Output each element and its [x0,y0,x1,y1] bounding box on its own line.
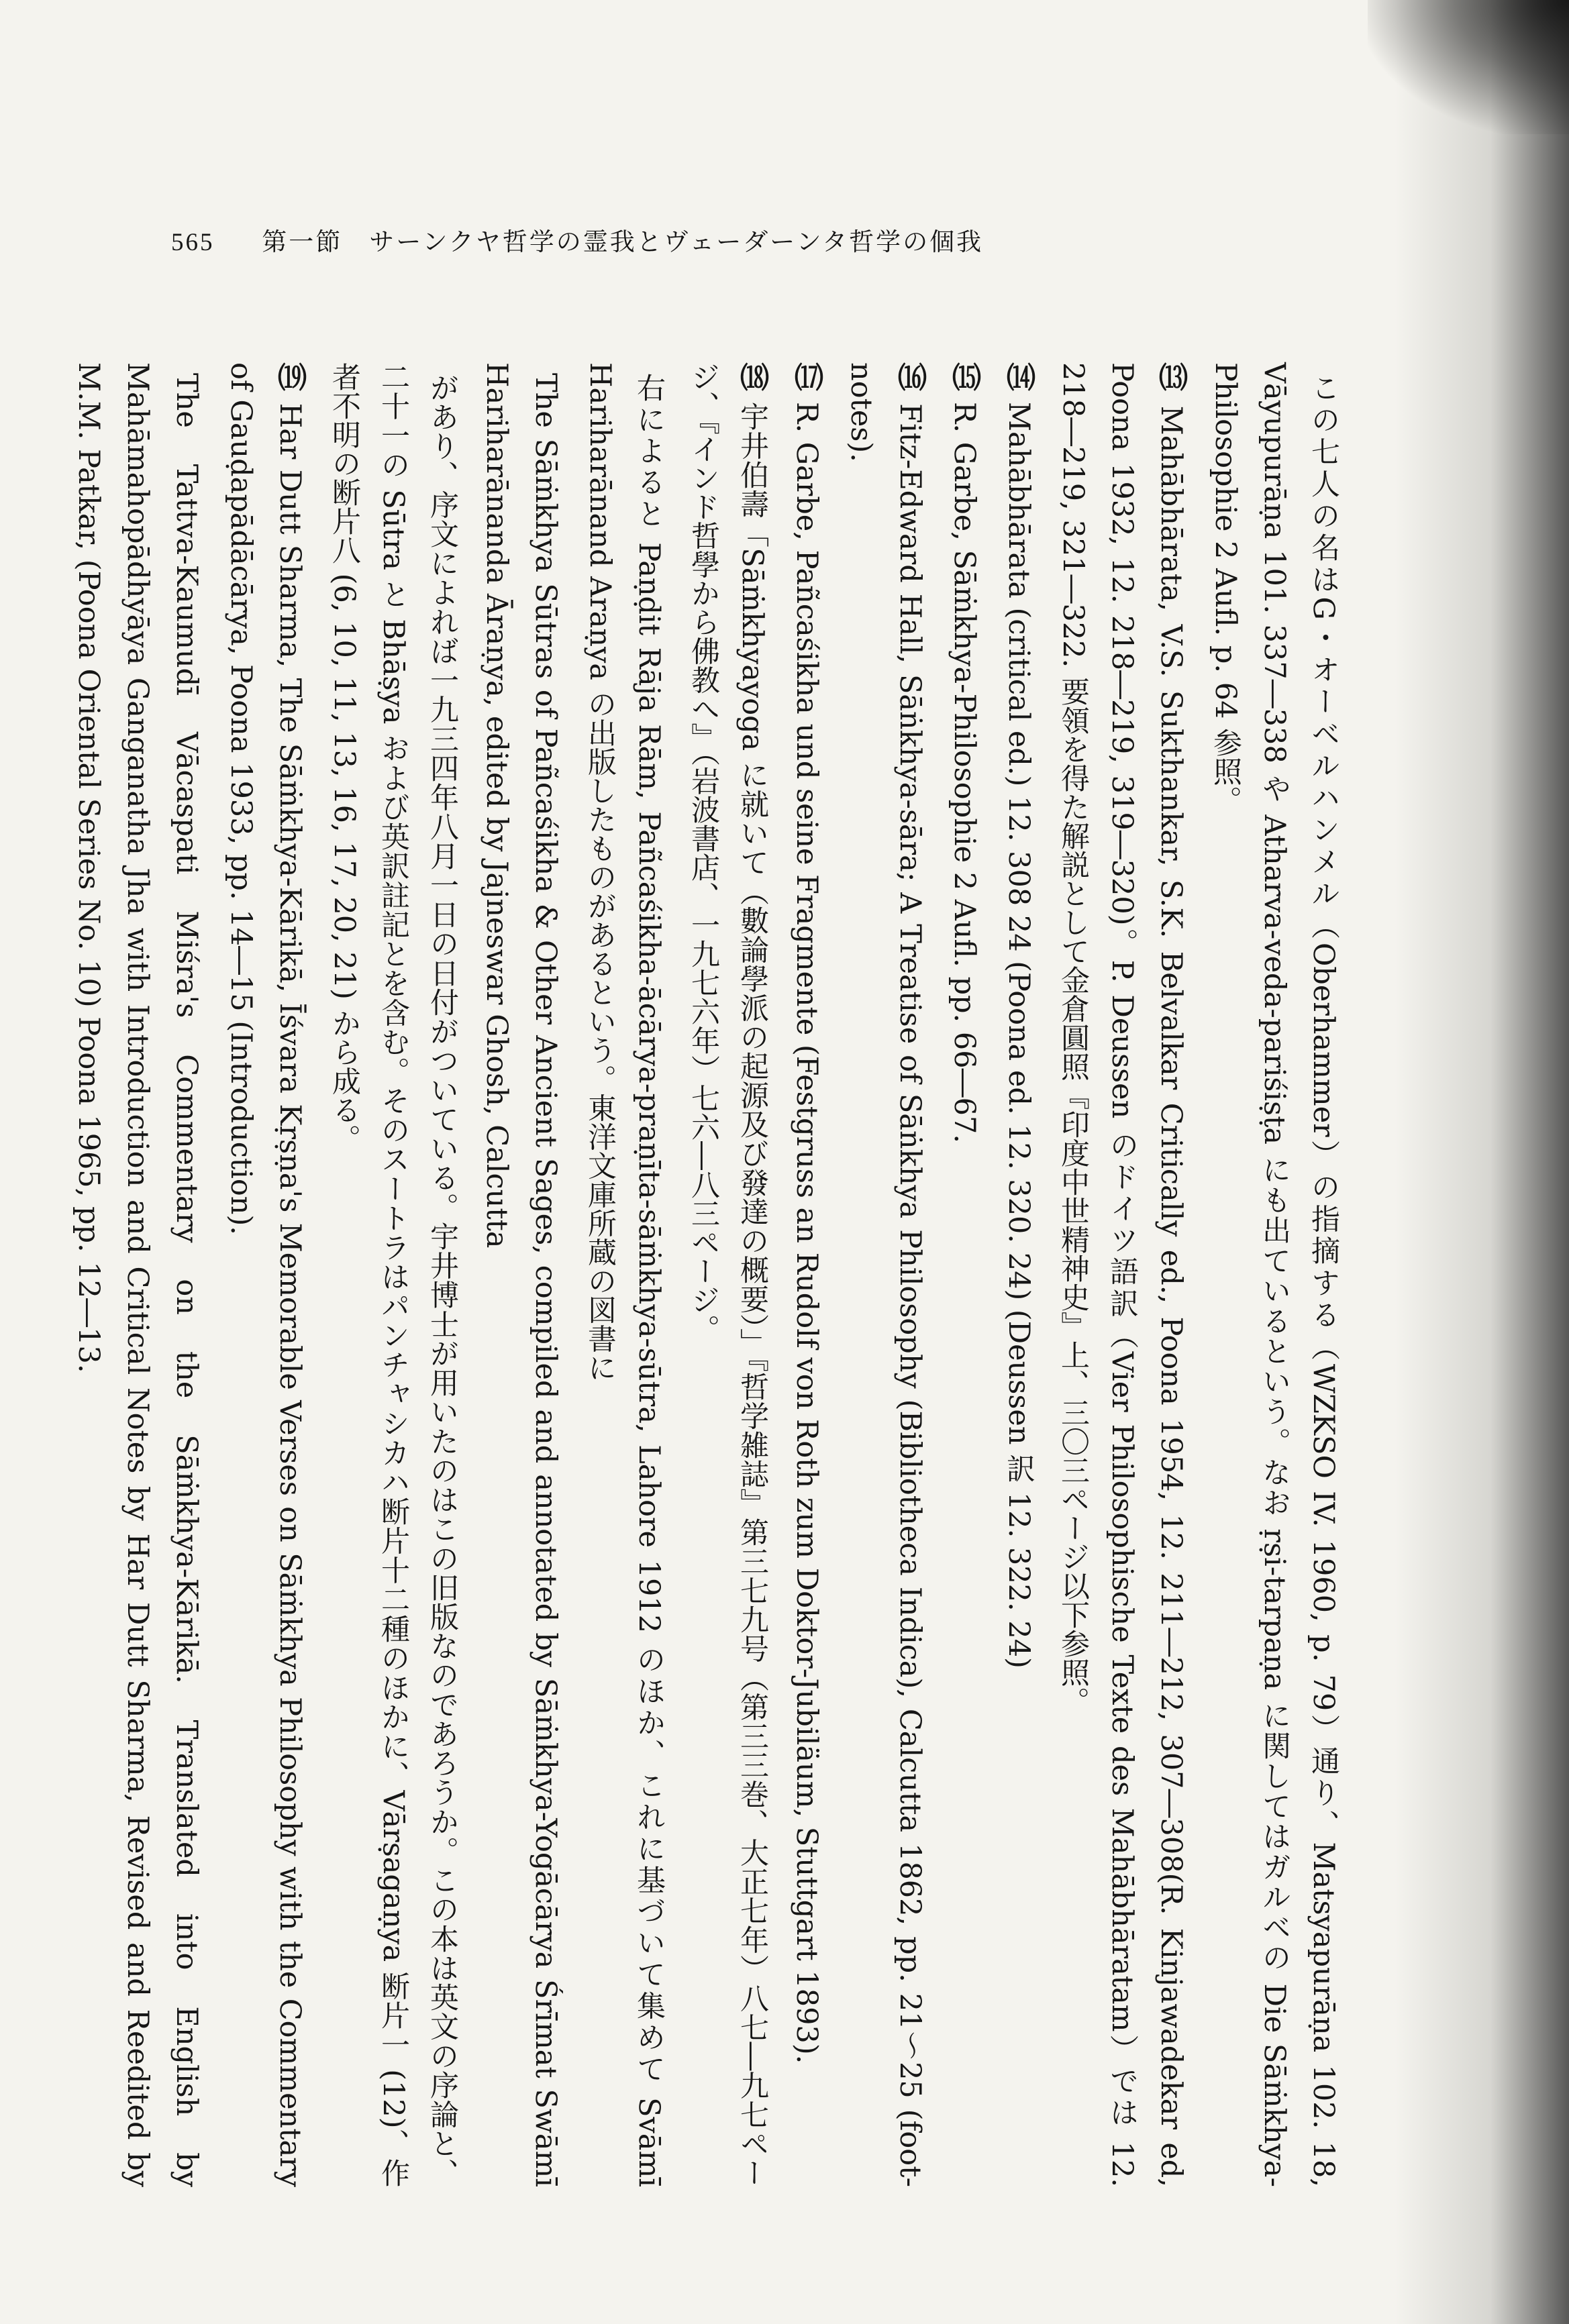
note-text: R. Garbe, Pañcaśikha und seine Fragmente (Festgruss an Rudolf von Roth zum Doktor-Jubiläum, Stuttgart 1893). [790,402,823,2064]
note-paragraph [319,362,466,2187]
note-paragraph [994,362,1043,2187]
note-paragraph [472,362,570,2187]
note-paragraph [216,362,314,2187]
note-text: Mahābhārata, V.S. Sukthankar, S.K. Belvalkar Critically ed., Poona 1954, 12. 211―212, 307―308(R. Kinjawadekar ed, Poona 1932, 12. 218―219, 319―320)。P. Deussen のドイツ語訳（Vier Philosophische Texte des Mahābhāratam）では 12. 218―219, 321―322. 要領を得た解説として金倉圓照『印度中世精神史』上、三〇三ページ以下参照。 [1056,362,1188,2187]
note-paragraph [575,362,673,2187]
note-paragraph [782,362,831,2187]
note-paragraph [1201,362,1348,2187]
note-text: この七人の名はG・オーベルハンメル（Oberhammer）の指摘する（WZKSO IV. 1960, p. 79）通り、Matsyapurāṇa 102. 18, Vāyupurāṇa 101. 337―338 や Atharva-veda-pariśiṣṭa にも出ているという。なお ṛṣi-tarpaṇa に関してはガルベの Die Sāṁkhya-Philosophie 2 Aufl. p. 64 参照。 [1209,362,1340,2187]
note-text: The Sāṁkhya Sūtras of Pañcaśikha & Other Ancient Sages, compiled and annotated by Sāṁkhya-Yogācārya Śrīmat Swāmī Hariharānanda Āraṇya, edited by Jajneswar Ghosh, Calcutta [480,362,562,2187]
note-text: があり、序文によれば一九三四年八月一日の日付がついている。宇井博士が用いたのはこの旧版なのであろうか。この本は英文の序論と、二十一の Sūtra と Bhāṣya および英訳註記とを含む。そのスートラはパンチャシカハ断片十二種のほかに、Vārṣagaṇya 断片一 (12)、作者不明の断片八 (6, 10, 11, 13, 16, 17, 20, 21) から成る。 [327,362,459,2187]
note-text: Har Dutt Sharma, The Sāṁkhya-Kārikā, Īśvara Kṛṣṇa's Memorable Verses on Sāṁkhya Philosophy with the Commentary of Gauḍapādācārya, Poona 1933, pp. 14―15 (Introduction). [224,362,307,2187]
note-number: ⒁ [1002,362,1035,391]
note-text: The Tattva-Kaumudī Vācaspati Miśra's Commentary on the Sāṁkhya-Kārikā. Translated into English by Mahāmahopādhyāya Ganganatha Jha with Introduction and Critical Notes by Har Dutt Sharma, Revised and Reedited by M.M. Patkar, (Poona Oriental Series No. 10) Poona 1965, pp. 12―13. [72,362,203,2187]
note-text: Fitz-Edward Hall, Sāṅkhya-sāra; A Treatise of Sāṅkhya Philosophy (Bibliotheca Indica), Calcutta 1862, pp. 21～25 (foot-notes). [844,362,927,2188]
note-paragraph [64,362,211,2187]
note-number: ⒄ [790,362,823,391]
note-number: ⒆ [273,362,307,392]
note-paragraph [678,362,776,2187]
note-paragraph [836,362,934,2187]
note-number: ⒀ [1154,362,1188,395]
footnotes-block [58,362,1348,2187]
note-paragraph [940,362,989,2187]
note-paragraph [1048,362,1195,2187]
note-number: ⒅ [736,362,769,392]
note-number: ⒃ [893,362,927,393]
note-text: R. Garbe, Sāṁkhya-Philosophie 2 Aufl. pp. 66―67. [948,402,981,1143]
page-number: 565 [171,229,215,256]
section-title: 第一節 サーンクヤ哲学の霊我とヴェーダーンタ哲学の個我 [262,227,984,256]
note-text: 右によると Paṇḍit Rāja Rām, Pañcaśikha-ācārya-praṇīta-sāṁkhya-sūtra, Lahore 1912 のほか、これに基づいて集めて Svāmī Hariharānand Araṇya の出版したものがあるという。東洋文庫所蔵の図書に [583,362,666,2187]
note-number: ⒂ [948,362,981,391]
scan-edge-shadow [1395,0,1569,2324]
note-text: Mahābhārata (critical ed.) 12. 308 24 (Poona ed. 12. 320. 24) (Deussen 訳 12. 322. 24) [1002,402,1035,1669]
note-text: 宇井伯壽「Sāṁkhyayoga に就いて（數論學派の起源及び發達の概要）」『哲学雑誌』第三七九号（第三三巻、大正七年）八七―九七ページ、『インド哲學から佛教へ』（岩波書店、一九七六年）七六―八三ページ。 [687,362,769,2188]
scan-corner-shadow [1368,0,1569,134]
running-header [171,221,983,258]
